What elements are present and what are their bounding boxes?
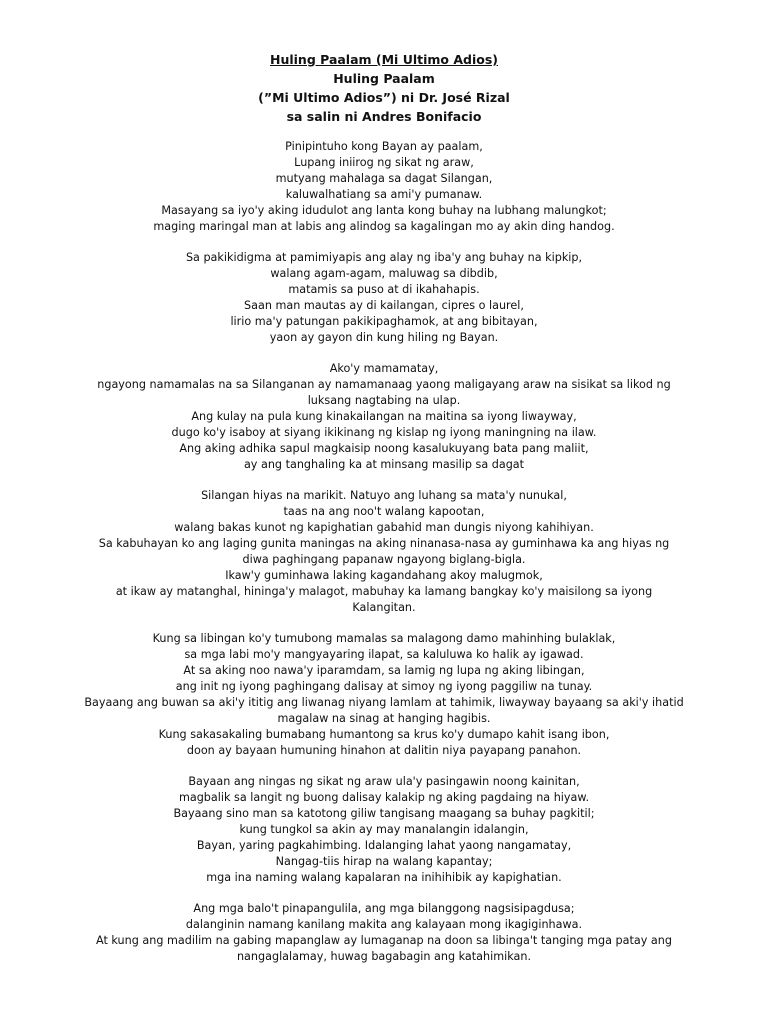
poem-line: mutyang mahalaga sa dagat Silangan, — [275, 172, 493, 185]
poem-line: taas na ang noo't walang kapootan, — [283, 505, 485, 518]
poem-line: ngayong namamalas na sa Silanganan ay namamanaag yaong maligayang araw na sisikat sa likod ng luksang nagtabing na ulap. — [97, 378, 671, 407]
poem-line: dugo ko'y isaboy at siyang ikikinang ng kislap ng iyong maningning na ilaw. — [171, 426, 597, 439]
stanza — [84, 488, 684, 616]
poem-line: At kung ang madilim na gabing mapanglaw ay lumaganap na doon sa libinga't tanging mga patay ang nangaglalamay, huwag bagabagin ang katahimikan. — [96, 934, 672, 963]
stanza — [84, 139, 684, 235]
poem-line: At sa aking noo nawa'y iparamdam, sa lamig ng lupa ng aking libingan, — [183, 664, 585, 677]
poem-line: matamis sa puso at di ikahahapis. — [288, 283, 480, 296]
poem-line: Bayaang ang buwan sa aki'y ititig ang liwanag niyang lamlam at tahimik, liwayway bayaang sa aki'y ihatid magalaw na sinag at hanging hagibis. — [84, 696, 684, 725]
document-title: Huling Paalam (Mi Ultimo Adios) — [269, 52, 498, 67]
poem-line: Bayaan ang ningas ng sikat ng araw ula'y pasingawin noong kainitan, — [188, 775, 580, 788]
poem-title: Huling Paalam — [333, 71, 435, 86]
poem-line: Bayaang sino man sa katotong giliw tangisang maagang sa buhay pagkitil; — [173, 807, 595, 820]
poem-line: ay ang tanghaling ka at minsang masilip sa dagat — [243, 458, 525, 471]
translator-credit: sa salin ni Andres Bonifacio — [286, 109, 482, 124]
poem-line: lirio ma'y patungan pakikipaghamok, at ang bibitayan, — [230, 315, 538, 328]
poem-subtitle: (”Mi Ultimo Adios”) ni Dr. José Rizal — [258, 90, 510, 105]
poem-line: ang init ng iyong paghingang dalisay at simoy ng iyong paggiliw na tunay. — [175, 680, 593, 693]
poem-line: Silangan hiyas na marikit. Natuyo ang luhang sa mata'y nunukal, — [201, 489, 567, 502]
poem-line: Ikaw'y guminhawa laking kagandahang akoy malugmok, — [225, 569, 543, 582]
stanza — [84, 631, 684, 759]
stanza — [84, 361, 684, 473]
poem-body — [0, 139, 768, 965]
stanza — [84, 901, 684, 965]
poem-line: at ikaw ay matanghal, hininga'y malagot, mabuhay ka lamang bangkay ko'y maisilong sa iyong Kalangitan. — [115, 585, 653, 614]
poem-line: Saan man mautas ay di kailangan, cipres o laurel, — [244, 299, 524, 312]
poem-line: Masayang sa iyo'y aking idudulot ang lanta kong buhay na lubhang malungkot; — [161, 204, 607, 217]
poem-line: Lupang iniirog ng sikat ng araw, — [294, 156, 474, 169]
poem-line: mga ina naming walang kapalaran na inihihibik ay kapighatian. — [206, 871, 562, 884]
poem-line: kaluwalhatiang sa ami'y pumanaw. — [285, 188, 483, 201]
title-block — [0, 50, 768, 126]
poem-line: Kung sa libingan ko'y tumubong mamalas sa malagong damo mahinhing bulaklak, — [152, 632, 616, 645]
poem-line: Nangag-tiis hirap na walang kapantay; — [275, 855, 493, 868]
poem-line: Ang kulay na pula kung kinakailangan na maitina sa iyong liwayway, — [191, 410, 577, 423]
poem-line: doon ay bayaan humuning hinahon at dalitin niya payapang panahon. — [186, 744, 582, 757]
poem-line: Sa kabuhayan ko ang laging gunita maningas na aking ninanasa-nasa ay guminhawa ka ang hiyas ng diwa paghingang papanaw ngayong biglang-bigla. — [98, 537, 670, 566]
stanza — [84, 774, 684, 886]
poem-line: sa mga labi mo'y mangyayaring ilapat, sa kaluluwa ko halik ay igawad. — [184, 648, 584, 661]
poem-line: Ang aking adhika sapul magkaisip noong kasalukuyang bata pang maliit, — [179, 442, 589, 455]
poem-line: yaon ay gayon din kung hiling ng Bayan. — [269, 331, 499, 344]
poem-line: maging maringal man at labis ang alindog sa kagalingan mo ay akin ding handog. — [153, 220, 615, 233]
poem-line: Ang mga balo't pinapangulila, ang mga bilanggong nagsisipagdusa; — [193, 902, 575, 915]
poem-line: kung tungkol sa akin ay may manalangin idalangin, — [239, 823, 529, 836]
poem-line: magbalik sa langit ng buong dalisay kalakip ng aking pagdaing na hiyaw. — [178, 791, 590, 804]
poem-line: walang agam-agam, maluwag sa dibdib, — [270, 267, 498, 280]
stanza — [84, 250, 684, 346]
poem-line: Ako'y mamamatay, — [329, 362, 439, 375]
poem-line: Sa pakikidigma at pamimiyapis ang alay ng iba'y ang buhay na kipkip, — [185, 251, 583, 264]
poem-line: walang bakas kunot ng kapighatian gabahid man dungis niyong kahihiyan. — [174, 521, 594, 534]
poem-line: dalanginin namang kanilang makita ang kalayaan mong ikagiginhawa. — [185, 918, 583, 931]
poem-line: Bayan, yaring pagkahimbing. Idalanging lahat yaong nangamatay, — [196, 839, 572, 852]
poem-line: Kung sakasakaling bumabang humantong sa krus ko'y dumapo kahit isang ibon, — [158, 728, 610, 741]
poem-line: Pinipintuho kong Bayan ay paalam, — [285, 140, 483, 153]
